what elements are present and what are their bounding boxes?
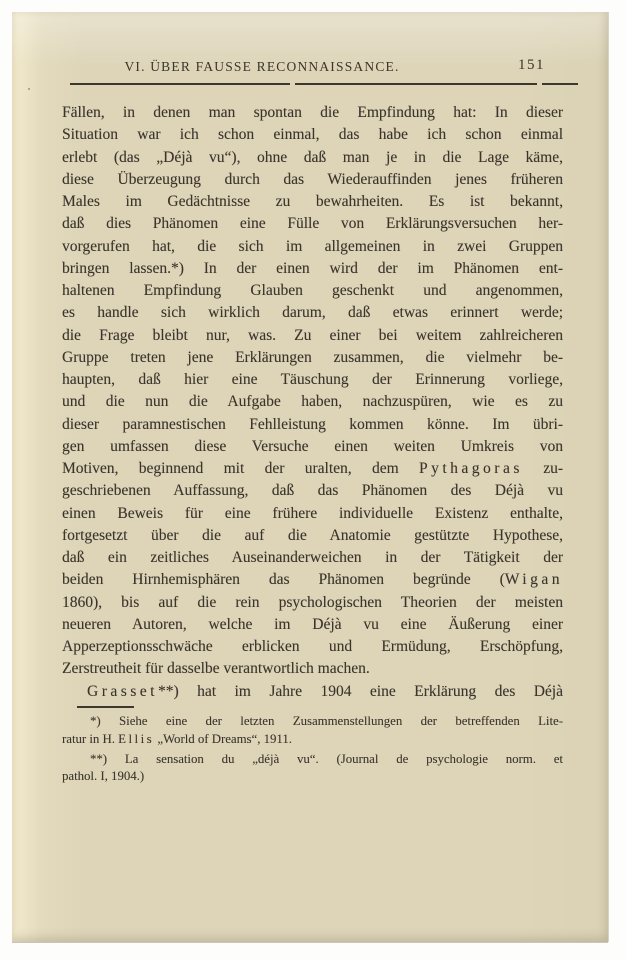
text-line	[62, 681, 563, 703]
text-line	[62, 236, 563, 258]
text-segment: Zerstreutheit für dasselbe verantwortlich machen.	[62, 660, 370, 678]
text-line	[62, 658, 563, 680]
header-rule	[70, 83, 578, 85]
header-rule-segment	[70, 83, 290, 85]
text-line	[62, 191, 563, 213]
text-line	[62, 525, 563, 547]
text-segment: *) Siehe eine der letzten Zusammenstellungen der betreffenden Lite-	[90, 714, 563, 728]
text-segment: die Frage bleibt nur, was. Zu einer bei weitem zahlreicheren	[62, 326, 563, 344]
text-line	[62, 480, 563, 502]
text-segment: **) hat im Jahre 1904 eine Erklärung des Déjà	[158, 682, 563, 700]
text-segment: Motiven, beginnend mit der uralten, dem	[62, 460, 419, 477]
footnotes-section	[62, 713, 563, 786]
text-segment: einen Beweis für eine frühere individuelle Existenz enthalte,	[62, 504, 563, 522]
paper-speck	[28, 88, 30, 90]
text-segment: Males im Gedächtnisse zu bewahrheiten. Es ist bekannt,	[62, 193, 563, 210]
header-rule-segment	[295, 83, 537, 85]
letterspaced-name: Grasset	[87, 682, 158, 700]
running-head-title: VI. ÜBER FAUSSE RECONNAISSANCE.	[124, 59, 400, 74]
footnote	[62, 751, 563, 786]
text-line	[62, 391, 563, 413]
text-segment: 1860), bis auf die rein psychologischen Theorien der meisten	[62, 593, 563, 611]
text-line	[62, 503, 563, 525]
text-line	[62, 102, 563, 124]
letterspaced-name: Ellis	[118, 731, 155, 746]
text-line	[62, 325, 563, 347]
text-line	[62, 436, 563, 458]
footnote	[62, 713, 563, 748]
text-line	[62, 414, 563, 436]
text-segment: „World of Dreams“, 1911.	[154, 731, 292, 746]
text-segment: haltenen Empfindung Glauben geschenkt und angenommen,	[62, 282, 563, 299]
text-line	[62, 213, 563, 235]
body-text	[62, 102, 563, 703]
page-number: 151	[518, 57, 545, 73]
text-segment: geschriebenen Auffassung, daß das Phänomen des Déjà vu	[62, 482, 563, 500]
text-segment: dieser paramnestischen Fehlleistung kommen könne. Im übri-	[62, 415, 563, 433]
footnote-line	[62, 731, 563, 749]
text-line	[62, 169, 563, 191]
text-segment: daß ein zeitliches Auseinanderweichen in der Tätigkeit der	[62, 549, 563, 566]
text-segment: Fällen, in denen man spontan die Empfindung hat: In dieser	[62, 104, 563, 121]
text-segment: Situation war ich schon einmal, das habe ich schon einmal	[62, 126, 563, 144]
footnote-line	[62, 713, 563, 731]
text-segment: bringen lassen.*) In der einen wird der im Phänomen ent-	[62, 259, 563, 277]
footnote-line	[62, 751, 563, 769]
footnote-separator-rule	[77, 706, 134, 708]
text-segment: daß dies Phänomen eine Fülle von Erklärungsversuchen her-	[62, 215, 563, 233]
text-line	[62, 592, 563, 614]
letterspaced-name: Wigan	[504, 571, 563, 589]
paragraph	[62, 102, 563, 681]
text-segment: Apperzeptionsschwäche erblicken und Ermüdung, Erschöpfung,	[62, 638, 563, 655]
text-segment: und die nun die Aufgabe haben, nachzuspüren, wie es zu	[62, 393, 563, 411]
text-line	[62, 347, 563, 369]
paper-sheet	[12, 12, 608, 942]
text-segment: gen umfassen diese Versuche einen weiten Umkreis von	[62, 437, 563, 455]
text-segment: diese Überzeugung durch das Wiederauffinden jenes früheren	[62, 170, 563, 188]
footnote-line	[62, 768, 563, 786]
text-line	[62, 147, 563, 169]
text-line	[62, 124, 563, 146]
text-segment: **) La sensation du „déjà vu“. (Journal de psychologie norm. et	[90, 751, 563, 766]
text-segment: es handle sich wirklich darum, daß etwas erinnert werde;	[62, 304, 563, 322]
header-rule-segment	[542, 83, 578, 85]
text-line	[62, 547, 563, 569]
text-segment: haupten, daß hier eine Täuschung der Erinnerung vorliege,	[62, 371, 563, 388]
text-line	[62, 614, 563, 636]
paragraph	[62, 681, 563, 703]
text-line	[62, 458, 563, 480]
text-segment: fortgesetzt über die auf die Anatomie gestützte Hypothese,	[62, 526, 563, 544]
text-line	[62, 280, 563, 302]
text-segment: zu-	[522, 460, 563, 477]
text-segment: pathol. I, 1904.)	[62, 769, 145, 783]
text-segment: erlebt (das „Déjà vu“), ohne daß man je in die Lage käme,	[62, 148, 563, 166]
text-line	[62, 369, 563, 391]
text-line	[62, 636, 563, 658]
text-segment: Gruppe treten jene Erklärungen zusammen, die vielmehr be-	[62, 348, 563, 366]
text-segment: ratur in H.	[62, 731, 119, 746]
text-line	[62, 302, 563, 324]
text-segment: beiden Hirnhemisphären das Phänomen begründe (	[62, 571, 505, 589]
text-line	[62, 258, 563, 280]
letterspaced-name: Pythagoras	[418, 460, 523, 477]
text-line	[62, 569, 563, 591]
text-segment: neueren Autoren, welche im Déjà vu eine Äußerung einer	[62, 615, 563, 633]
text-segment: vorgerufen hat, die sich im allgemeinen in zwei Gruppen	[62, 237, 563, 255]
